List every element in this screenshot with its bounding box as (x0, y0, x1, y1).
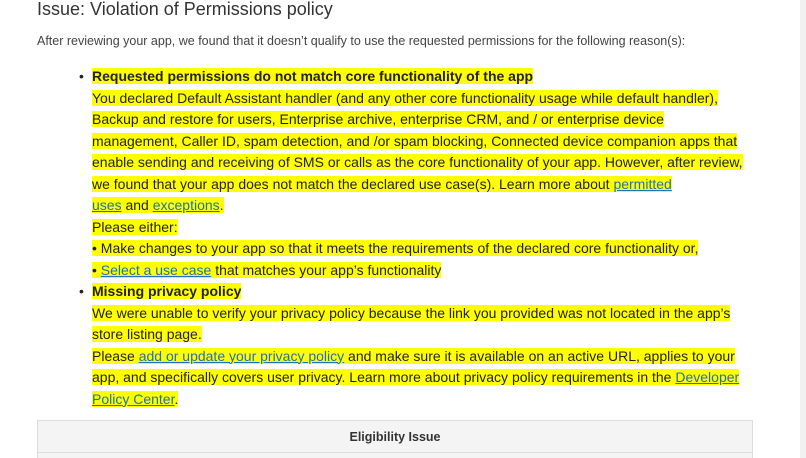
please-prefix: Please (92, 347, 139, 364)
table-header: Eligibility Issue (38, 421, 752, 453)
learn-more-text: app, and specifically covers user privacy. Learn more about privacy policy requirements in the (92, 369, 676, 385)
bullet-icon: • (79, 68, 84, 84)
please-rest: and make sure it is available on an active URL, applies to your (344, 347, 735, 364)
eligibility-table (37, 420, 753, 458)
reason-text-line: We were unable to verify your privacy policy because the link you provided was not located in the app’s (92, 304, 731, 321)
period-text: . (174, 390, 179, 407)
reason-item-permissions (79, 66, 782, 281)
option-bullet: • (92, 261, 101, 278)
reason-text-line: enable sending and receiving of SMS or calls as the core functionality of your app. However, after review, (92, 154, 743, 170)
reason-text-line: management, Caller ID, spam detection, and /or spam blocking, Connected device companion apps that (92, 132, 738, 149)
reason-item-privacy (79, 281, 782, 410)
option-make-changes: • Make changes to your app so that it meets the requirements of the declared core functionality or, (92, 240, 699, 256)
period-text: . (219, 197, 224, 213)
exceptions-link[interactable]: exceptions (152, 197, 220, 213)
please-either-text: Please either: (92, 218, 178, 235)
developer-policy-center-link-continued[interactable]: Policy Center (92, 390, 175, 407)
select-use-case-link[interactable]: Select a use case (100, 261, 212, 278)
reason-text-line: we found that your app does not match the declared use case(s). Learn more about (92, 175, 614, 192)
issue-title: Issue: Violation of Permissions policy (37, 0, 333, 19)
reasons-list (74, 66, 782, 410)
reason-text-line: You declared Default Assistant handler (and any other core functionality usage while default handler), (92, 89, 718, 106)
update-privacy-policy-link[interactable]: add or update your privacy policy (138, 347, 345, 364)
reason-text-line: Backup and restore for users, Enterprise archive, enterprise CRM, and / or enterprise device (92, 111, 664, 127)
reason-text-line: store listing page. (92, 326, 202, 342)
and-text: and (121, 197, 153, 213)
intro-text: After reviewing your app, we found that it doesn’t qualify to use the requested permissions for the following reason(s): (37, 34, 686, 48)
developer-policy-center-link[interactable]: Developer (675, 369, 740, 385)
scrollbar[interactable] (800, 0, 806, 458)
reason-heading: Missing privacy policy (92, 283, 242, 299)
permitted-uses-link-continued[interactable]: uses (92, 197, 122, 213)
permitted-uses-link[interactable]: permitted (613, 175, 672, 192)
bullet-icon: • (79, 283, 84, 299)
reason-heading: Requested permissions do not match core functionality of the app (92, 68, 534, 84)
option-select-use-case-rest: that matches your app’s functionality (211, 261, 442, 278)
